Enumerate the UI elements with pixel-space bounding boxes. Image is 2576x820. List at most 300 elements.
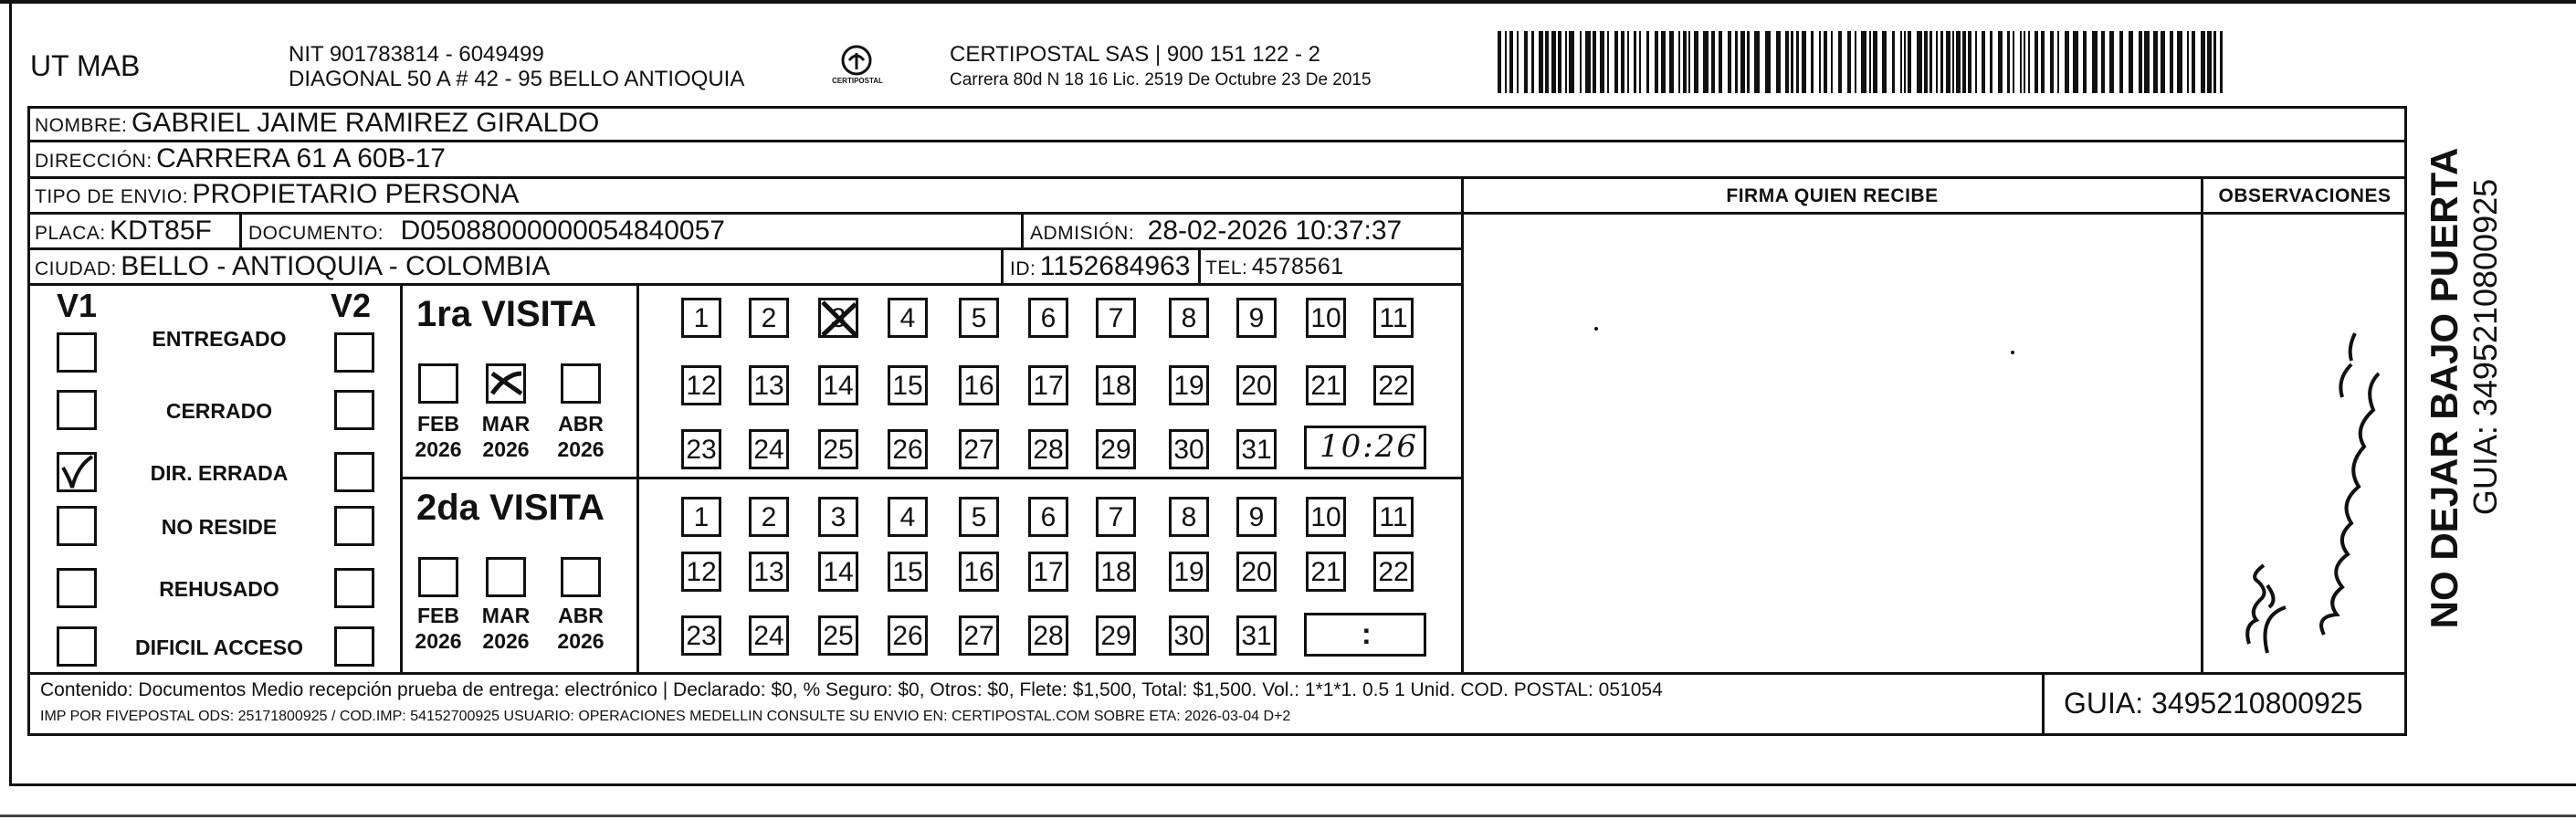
first-visit-day-18[interactable] [1096,365,1136,405]
row-line [27,247,1461,250]
day-number: 19 [1173,371,1204,401]
month-year: 2026 [482,629,530,653]
barcode-bar [1669,31,1674,93]
day-number: 22 [1378,557,1409,587]
barcode-bar [1873,31,1877,93]
placa-value: KDT85F [110,216,212,246]
day-number: 7 [1108,502,1124,532]
second-visit-time-placeholder: : [1362,617,1372,650]
barcode-bar [1869,31,1871,93]
barcode-bar [1882,31,1887,93]
day-number: 5 [971,303,987,333]
ciudad-label: CIUDAD: [35,258,117,279]
second-visit-day-28[interactable] [1028,615,1068,656]
second-visit-day-18[interactable] [1096,552,1136,592]
barcode-bar [2213,31,2216,93]
month-name: ABR [558,604,604,627]
day-number: 27 [963,621,994,651]
day-number: 6 [1040,502,1057,532]
day-number: 11 [1379,502,1408,532]
barcode-bar [1929,31,1932,93]
tipo-value: PROPIETARIO PERSONA [192,179,520,209]
status-v1-checkbox-5[interactable] [57,568,97,608]
second-visit-day-15[interactable] [888,552,928,592]
day-number: 27 [963,435,994,465]
status-v2-checkbox-6[interactable] [334,626,374,667]
row-line [27,283,1461,286]
first-visit-day-28[interactable] [1028,429,1068,469]
first-visit-day-14[interactable] [818,365,858,405]
observaciones-header: OBSERVACIONES [2218,185,2392,206]
barcode-bar [1558,31,1561,93]
barcode-bar [2013,31,2014,93]
barcode-bar [1936,31,1938,93]
day-number: 29 [1100,621,1131,651]
second-visit-day-30[interactable] [1169,615,1209,656]
second-visit-day-5[interactable] [959,497,999,537]
barcode-bar [2035,31,2038,93]
barcode-bar [1545,31,1549,93]
direccion-label: DIRECCIÓN: [35,151,152,172]
day-number: 11 [1379,303,1408,333]
status-v2-checkbox-1[interactable] [334,332,374,373]
v2-header: V2 [331,287,372,324]
day-number: 17 [1033,557,1064,587]
second-visit-month-checkbox-abr[interactable] [561,557,601,597]
day-number: 14 [823,371,854,401]
scan-top-edge [0,0,2576,4]
second-visit-day-14[interactable] [818,552,858,592]
barcode-bar [2207,31,2212,93]
company-name: UT MAB [30,49,141,82]
status-v2-checkbox-4[interactable] [334,506,374,546]
second-visit-day-6[interactable] [1028,497,1068,537]
first-visit-day-3[interactable] [818,298,858,338]
barcode [1498,31,2228,93]
first-visit-day-1[interactable] [681,298,721,338]
scan-left-edge [9,0,12,785]
documento-label: DOCUMENTO: [248,223,384,244]
barcode-bar [2144,31,2150,93]
day-number: 3 [830,502,846,532]
barcode-bar [1952,31,1954,93]
row-line [27,672,2407,675]
month-year: 2026 [415,437,462,461]
barcode-bar [1634,31,1636,93]
scan-bottom-edge-2 [0,815,2576,817]
second-visit-day-4[interactable] [888,497,928,537]
barcode-bar [2201,31,2205,93]
barcode-bar [1688,31,1690,93]
tipo-label: TIPO DE ENVIO: [35,186,189,207]
checkmark-icon [59,455,96,491]
first-visit-day-29[interactable] [1096,429,1136,469]
barcode-bar [1509,31,1513,93]
day-number: 15 [892,557,923,587]
status-v2-checkbox-3[interactable] [334,452,374,492]
scan-bottom-edge [9,783,2576,786]
col-divider-tel [1198,247,1201,284]
month-year: 2026 [557,629,605,653]
barcode-bar [1802,31,1806,93]
day-number: 10 [1310,502,1341,532]
day-number: 4 [899,502,916,532]
barcode-bar [1683,31,1687,93]
status-label-2: CERRADO [165,399,273,423]
day-number: 5 [971,502,987,532]
second-visit-time-box[interactable] [1304,613,1426,657]
barcode-bar [1855,31,1856,93]
admision-label: ADMISIÓN: [1030,223,1135,244]
barcode-bar [1968,31,1971,93]
day-number: 31 [1241,435,1272,465]
day-number: 17 [1033,371,1064,401]
day-number: 9 [1248,502,1265,532]
second-visit-day-20[interactable] [1236,552,1277,592]
barcode-bar [1593,31,1596,93]
day-number: 6 [1040,303,1057,333]
first-visit-title: 1ra VISITA [416,294,597,334]
id-row [1010,251,1190,282]
barcode-bar [2024,31,2025,93]
barcode-bar [1524,31,1528,93]
first-visit-day-21[interactable] [1306,365,1346,405]
col-divider-placa [239,212,242,248]
barcode-bar [2065,31,2069,93]
first-visit-day-25[interactable] [818,429,858,469]
barcode-bar [1735,31,1738,93]
ink-dot [2011,351,2014,354]
second-visit-day-17[interactable] [1028,552,1068,592]
second-visit-day-31[interactable] [1236,615,1277,656]
barcode-bar [1614,31,1618,93]
second-visit-day-8[interactable] [1169,497,1209,537]
month-label [411,411,466,462]
month-label [478,603,533,654]
barcode-bar [1719,31,1722,93]
row-line [27,212,2407,215]
barcode-bar [1551,31,1556,93]
footer-imp: IMP POR FIVEPOSTAL ODS: 25171800925 / COD.IMP: 54152700925 USUARIO: OPERACIONES MEDELLIN CONSULTE SU ENVIO EN: CERTIPOSTAL.COM SOBRE ETA: 2026-03-04 D+2 [40,709,1291,724]
day-number: 25 [823,435,854,465]
barcode-bar [1531,31,1534,93]
day-number: 21 [1310,557,1341,587]
v1-header: V1 [57,287,98,324]
month-name: FEB [417,412,459,436]
second-visit-day-22[interactable] [1373,552,1414,592]
barcode-bar [1655,31,1658,93]
first-visit-day-11[interactable] [1373,298,1414,338]
status-v1-checkbox-6[interactable] [57,626,97,667]
first-visit-day-2[interactable] [749,298,789,338]
second-visit-day-3[interactable] [818,497,858,537]
status-v2-checkbox-5[interactable] [334,568,374,608]
second-visit-day-29[interactable] [1096,615,1136,656]
first-visit-day-31[interactable] [1236,429,1277,469]
barcode-bar [1900,31,1902,93]
status-v1-checkbox-4[interactable] [57,506,97,546]
day-number: 4 [899,303,916,333]
barcode-bar [1811,31,1814,93]
col-divider-firma [1461,176,1464,674]
second-visit-day-23[interactable] [681,615,721,656]
barcode-bar [1838,31,1842,93]
day-number: 9 [1248,303,1265,333]
day-number: 16 [963,371,994,401]
day-number: 1 [693,303,710,333]
barcode-bar [1600,31,1604,93]
row-line [27,140,2407,142]
direccion-row [35,143,446,174]
barcode-bar [1956,31,1961,93]
second-visit-day-13[interactable] [749,552,789,592]
day-number: 22 [1378,371,1409,401]
day-number: 8 [1181,303,1197,333]
barcode-bar [1908,31,1911,93]
day-number: 13 [753,557,784,587]
barcode-bar [1498,31,1501,93]
nombre-row [35,108,599,139]
tipo-row [35,179,519,210]
barcode-bar [1791,31,1793,93]
barcode-bar [1703,31,1709,93]
first-visit-day-10[interactable] [1306,298,1346,338]
second-visit-day-27[interactable] [959,615,999,656]
barcode-bar [1580,31,1582,93]
footer-guia: GUIA: 3495210800925 [2064,687,2363,720]
first-visit-day-17[interactable] [1028,365,1068,405]
first-visit-month-checkbox-mar[interactable] [486,363,526,404]
status-label-3: DIR. ERRADA [150,461,289,485]
day-number: 15 [892,371,923,401]
barcode-bar [2153,31,2158,93]
barcode-bar [1728,31,1731,93]
day-number: 30 [1173,435,1204,465]
barcode-bar [1607,31,1609,93]
first-visit-day-6[interactable] [1028,298,1068,338]
second-visit-day-21[interactable] [1306,552,1346,592]
day-number: 1 [693,502,710,532]
status-v1-checkbox-3[interactable] [57,452,97,492]
first-visit-day-30[interactable] [1169,429,1209,469]
visit-divider [400,477,1462,479]
barcode-bar [1627,31,1629,93]
first-visit-day-8[interactable] [1169,298,1209,338]
footer-divider [2042,672,2045,736]
barcode-bar [1505,31,1507,93]
status-label-6: DIFICIL ACCESO [134,636,303,659]
tel-row [1205,254,1344,280]
first-visit-month-checkbox-abr[interactable] [561,363,601,404]
id-value: 1152684963 [1039,251,1191,281]
day-number: 29 [1100,435,1131,465]
placa-row [35,216,212,247]
month-label [553,603,608,654]
second-visit-day-11[interactable] [1373,497,1414,537]
barcode-bar [2057,31,2059,93]
barcode-bar [1694,31,1698,93]
observation-handwriting [2214,306,2388,657]
day-number: 19 [1173,557,1204,587]
barcode-bar [1517,31,1519,93]
day-number: 24 [753,435,784,465]
second-visit-day-9[interactable] [1236,497,1277,537]
barcode-bar [1754,31,1760,93]
first-visit-day-13[interactable] [749,365,789,405]
first-visit-day-20[interactable] [1236,365,1277,405]
nombre-label: NOMBRE: [35,115,128,136]
barcode-bar [1847,31,1851,93]
ciudad-value: BELLO - ANTIOQUIA - COLOMBIA [121,251,551,281]
second-visit-day-16[interactable] [959,552,999,592]
first-visit-day-22[interactable] [1373,365,1414,405]
barcode-bar [1646,31,1649,93]
day-number: 8 [1181,502,1197,532]
status-label-1: ENTREGADO [152,327,287,351]
month-name: MAR [481,604,531,627]
day-number: 23 [686,621,717,651]
barcode-bar [1982,31,1985,93]
first-visit-day-15[interactable] [888,365,928,405]
first-visit-month-checkbox-feb[interactable] [418,363,458,404]
first-visit-day-26[interactable] [888,429,928,469]
barcode-bar [1678,31,1680,93]
month-label [411,603,466,654]
day-number: 2 [761,502,777,532]
nombre-value: GABRIEL JAIME RAMIREZ GIRALDO [131,108,600,138]
first-visit-day-16[interactable] [959,365,999,405]
first-visit-day-19[interactable] [1169,365,1209,405]
barcode-bar [1975,31,1977,93]
barcode-bar [2073,31,2078,93]
second-visit-day-26[interactable] [888,615,928,656]
first-visit-day-9[interactable] [1236,298,1277,338]
admision-value: 28-02-2026 10:37:37 [1147,216,1403,246]
first-visit-time-box[interactable] [1304,426,1426,469]
side-no-dejar [2422,132,2467,644]
barcode-bar [2192,31,2195,93]
barcode-bar [2092,31,2098,93]
col-divider-id [1001,247,1004,284]
day-number: 18 [1100,371,1131,401]
cross-mark-icon [489,366,525,403]
id-label: ID: [1010,258,1036,279]
month-label [553,411,608,462]
barcode-bar [1585,31,1591,93]
day-number: 10 [1310,303,1341,333]
barcode-bar [1765,31,1771,93]
month-year: 2026 [415,629,462,653]
status-v1-checkbox-2[interactable] [57,390,97,430]
second-visit-month-checkbox-mar[interactable] [486,557,526,597]
day-number: 16 [963,557,994,587]
day-number: 25 [823,621,854,651]
day-number: 21 [1310,371,1341,401]
barcode-bar [1940,31,1943,93]
barcode-bar [1824,31,1827,93]
documento-value: D05088000000054840057 [400,216,725,246]
status-v1-checkbox-1[interactable] [57,332,97,373]
day-number: 26 [892,435,923,465]
barcode-bar [2041,31,2045,93]
ink-dot [1594,327,1598,331]
sender-address: DIAGONAL 50 A # 42 - 95 BELLO ANTIOQUIA [289,67,745,91]
barcode-bar [2101,31,2105,93]
barcode-bar [2177,31,2182,93]
first-visit-day-4[interactable] [888,298,928,338]
month-name: MAR [481,412,531,436]
day-number: 28 [1033,435,1064,465]
certipostal-logo [832,40,883,91]
status-label-4: NO RESIDE [161,515,278,539]
barcode-bar [1747,31,1750,93]
second-visit-day-24[interactable] [749,615,789,656]
footer-contents: Contenido: Documentos Medio recepción prueba de entrega: electrónico | Declarado: $0, % Seguro: $0, Otros: $0, Flete: $1,500, Total: $1,500. Vol.: 1*1*1. 0.5 1 Unid. COD. POSTAL: 051054 [40,679,1663,700]
first-visit-day-5[interactable] [959,298,999,338]
second-visit-month-checkbox-feb[interactable] [418,557,458,597]
side-guia [2466,132,2506,562]
barcode-bar [1785,31,1789,93]
first-visit-day-7[interactable] [1096,298,1136,338]
cross-mark-icon [819,299,859,339]
second-visit-day-25[interactable] [818,615,858,656]
month-year: 2026 [482,437,530,461]
second-visit-day-2[interactable] [749,497,789,537]
second-visit-day-12[interactable] [681,552,721,592]
second-visit-day-19[interactable] [1169,552,1209,592]
barcode-bar [1946,31,1950,93]
admision-row [1030,216,1402,247]
day-number: 23 [686,435,717,465]
barcode-bar [2007,31,2010,93]
day-number: 26 [892,621,923,651]
first-visit-day-23[interactable] [681,429,721,469]
second-visit-day-1[interactable] [681,497,721,537]
tel-value: 4578561 [1251,254,1344,279]
day-number: 13 [753,371,784,401]
day-number: 3 [830,303,846,333]
barcode-bar [2109,31,2114,93]
barcode-bar [2119,31,2123,93]
barcode-bar [1565,31,1567,93]
first-visit-day-27[interactable] [959,429,999,469]
side-guia-text: GUIA: 3495210800925 [2466,178,2504,516]
barcode-bar [1998,31,2003,93]
day-number: 12 [686,371,717,401]
day-number: 20 [1241,557,1272,587]
day-number: 18 [1100,557,1131,587]
first-visit-day-12[interactable] [681,365,721,405]
tel-label: TEL: [1205,258,1248,279]
barcode-bar [1819,31,1821,93]
barcode-bar [2170,31,2173,93]
barcode-bar [2028,31,2030,93]
status-v2-checkbox-2[interactable] [334,390,374,430]
second-visit-day-10[interactable] [1306,497,1346,537]
day-number: 20 [1241,371,1272,401]
barcode-bar [2139,31,2142,93]
barcode-bar [2050,31,2054,93]
day-number: 28 [1033,621,1064,651]
first-visit-time-handwritten: 10:26 [1320,428,1418,465]
firma-header: FIRMA QUIEN RECIBE [1726,185,1939,206]
barcode-bar [2083,31,2087,93]
first-visit-day-24[interactable] [749,429,789,469]
barcode-bar [1740,31,1745,93]
barcode-bar [1924,31,1928,93]
second-visit-day-7[interactable] [1096,497,1136,537]
sender-nit: NIT 901783814 - 6049499 [289,42,544,67]
